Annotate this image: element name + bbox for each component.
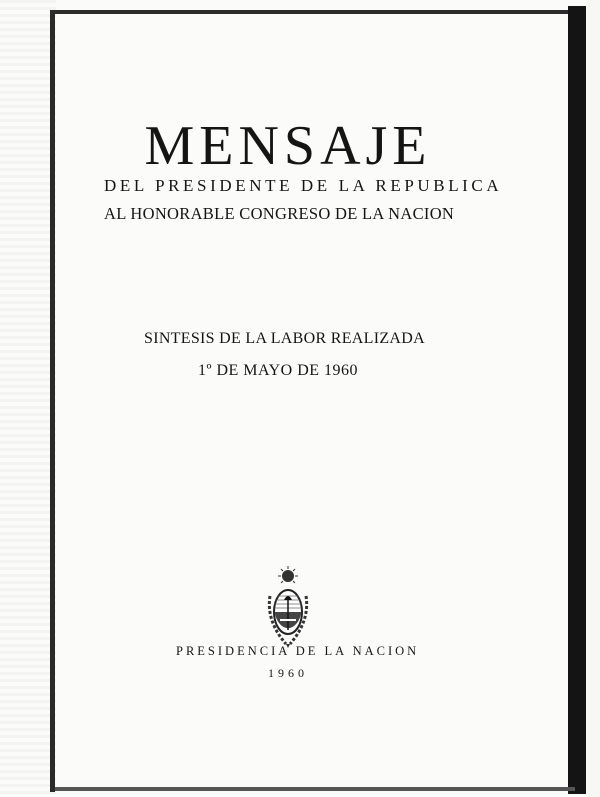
- subtitle-line-1: DEL PRESIDENTE DE LA REPUBLICA: [104, 176, 503, 195]
- publisher-line: PRESIDENCIA DE LA NACION: [176, 644, 420, 658]
- left-border-rule: [50, 12, 55, 792]
- sun-of-may-icon: [278, 566, 298, 583]
- binding-edge: [0, 0, 56, 797]
- page-title: MENSAJE: [144, 115, 432, 177]
- bottom-border-rule: [55, 787, 575, 791]
- publication-year: 1960: [268, 666, 308, 680]
- title-page: [58, 14, 568, 787]
- subtitle-line-2: AL HONORABLE CONGRESO DE LA NACION: [104, 204, 455, 223]
- right-border-bar: [568, 6, 586, 794]
- synthesis-heading: SINTESIS DE LA LABOR REALIZADA: [144, 330, 425, 347]
- coat-of-arms-icon: [264, 566, 312, 648]
- right-margin: [586, 0, 600, 797]
- date-line: 1º DE MAYO DE 1960: [198, 362, 359, 379]
